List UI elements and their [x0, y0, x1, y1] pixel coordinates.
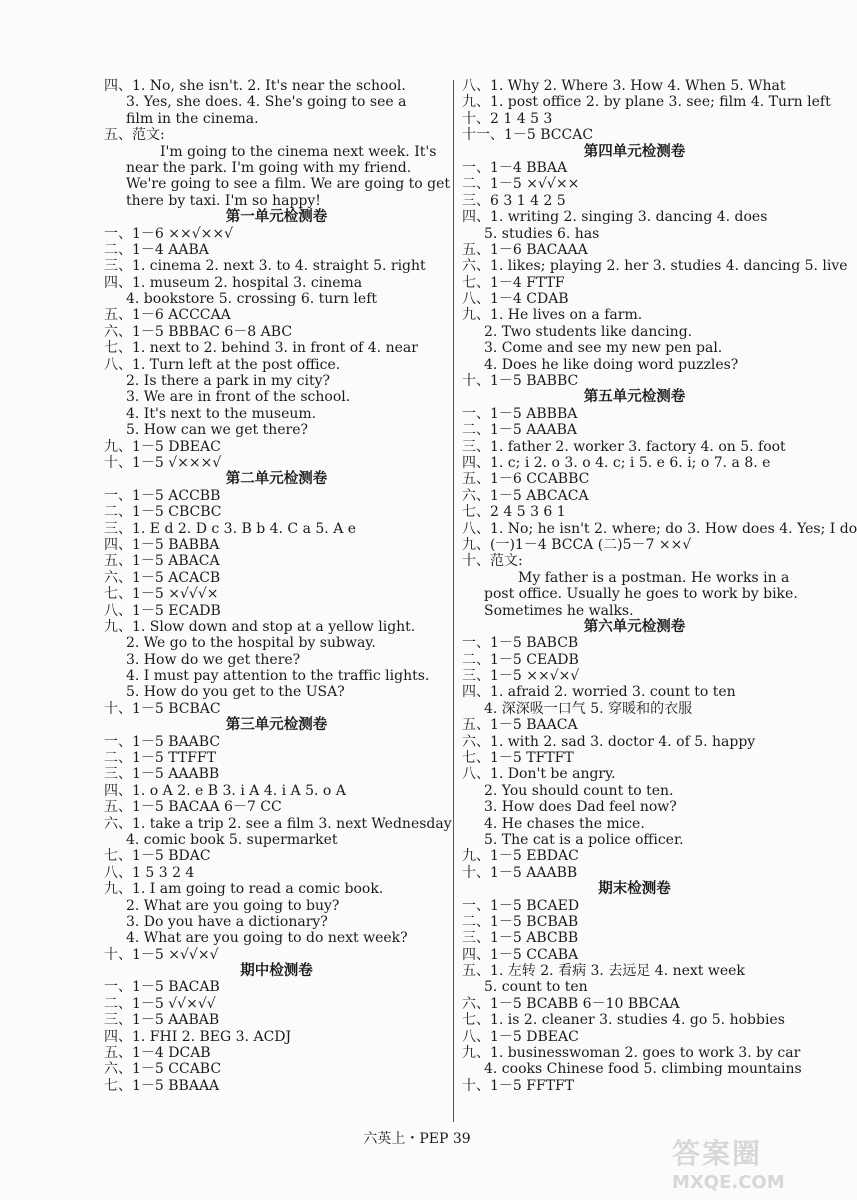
answer-line: 3. How does Dad feel now?: [484, 799, 677, 816]
column-divider: [453, 80, 454, 1122]
answer-line: We're going to see a film. We are going to get: [126, 176, 451, 193]
answer-line: 3. Yes, she does. 4. She's going to see a: [126, 94, 407, 111]
answer-line: 4. Does he like doing word puzzles?: [484, 356, 739, 373]
answer-line: 3. Do you have a dictionary?: [126, 913, 328, 930]
page-footer: 六英上・PEP 39: [363, 1131, 471, 1147]
answer-line: 七、1－5 BDAC: [104, 848, 211, 865]
answer-line: 十一、1－5 BCCAC: [462, 127, 594, 144]
answer-line: 一、1－4 BBAA: [462, 159, 568, 176]
section-heading: 期中检测卷: [240, 963, 313, 980]
answer-line: 三、1－5 ××√×√: [462, 668, 580, 685]
answer-line: 4. 深深吸一口气 5. 穿暖和的衣服: [484, 700, 693, 717]
answer-line: 三、1－5 AABAB: [104, 1012, 220, 1029]
answer-line: 一、1－5 BAABC: [104, 733, 221, 750]
answer-line: 六、1－5 BBBAC 6－8 ABC: [104, 323, 293, 340]
answer-line: 4. comic book 5. supermarket: [126, 831, 338, 848]
answer-line: 九、1. He lives on a farm.: [462, 307, 643, 324]
answer-line: 八、1－5 ECADB: [104, 602, 221, 619]
answer-line: 六、1. with 2. sad 3. doctor 4. of 5. happy: [462, 733, 756, 750]
answer-line: 五、1. 左转 2. 看病 3. 去远足 4. next week: [462, 963, 745, 980]
answer-line: 三、6 3 1 4 2 5: [462, 192, 566, 209]
watermark-url: MXQE.COM: [672, 1172, 785, 1193]
answer-line: 2. What are you going to buy?: [126, 897, 340, 914]
answer-line: 一、1－5 ACCBB: [104, 487, 221, 504]
answer-line: 六、1. take a trip 2. see a film 3. next Wednesday: [104, 815, 452, 832]
answer-line: 十、1－5 √×××√: [104, 454, 222, 471]
answer-line: 三、1－5 ABCBB: [462, 930, 579, 947]
answer-line: 三、1. father 2. worker 3. factory 4. on 5. foot: [462, 438, 786, 455]
answer-line: 五、1－5 BACAA 6－7 CC: [104, 799, 282, 816]
answer-line: 六、1－5 BCABB 6－10 BBCAA: [462, 995, 680, 1012]
answer-line: 三、1. E d 2. D c 3. B b 4. C a 5. A e: [104, 520, 357, 537]
answer-line: 十、2 1 4 5 3: [462, 110, 553, 127]
answer-line: there by taxi. I'm so happy!: [126, 192, 321, 209]
answer-line: 2. Two students like dancing.: [484, 323, 693, 340]
answer-line: 四、1－5 BABBA: [104, 536, 220, 553]
answer-line: 二、1－4 AABA: [104, 241, 209, 258]
answer-line: 六、1－5 CCABC: [104, 1061, 222, 1078]
section-heading: 第五单元检测卷: [583, 389, 686, 406]
answer-line: 五、1－5 BAACA: [462, 717, 578, 734]
answer-line: 四、1－5 CCABA: [462, 946, 579, 963]
answer-line: 一、1－5 ABBBA: [462, 405, 578, 422]
answer-line: 4. He chases the mice.: [484, 815, 645, 832]
answer-line: 二、1－5 BCBAB: [462, 913, 579, 930]
answer-line: 二、1－5 CEADB: [462, 651, 579, 668]
answer-line: 十、1－5 BABBC: [462, 373, 579, 390]
answer-line: 七、1－4 FTTF: [462, 274, 565, 291]
answer-line: film in the cinema.: [126, 110, 259, 127]
answer-line: 四、1. afraid 2. worried 3. count to ten: [462, 684, 736, 701]
section-heading: 第三单元检测卷: [225, 717, 328, 734]
section-heading: 第二单元检测卷: [225, 471, 328, 488]
answer-line: 二、1－5 √√×√√: [104, 995, 216, 1012]
answer-line: 3. We are in front of the school.: [126, 389, 351, 406]
answer-line: 十、1－5 FFTFT: [462, 1077, 575, 1094]
answer-line: 十、范文:: [462, 553, 523, 570]
answer-line: 七、1－5 TFTFT: [462, 750, 574, 767]
answer-line: 十、1－5 BCBAC: [104, 700, 221, 717]
answer-line: 八、1 5 3 2 4: [104, 864, 195, 881]
answer-line: 3. Come and see my new pen pal.: [484, 340, 723, 357]
answer-line: 四、1. c; i 2. o 3. o 4. c; i 5. e 6. i; o 7. a 8. e: [462, 454, 771, 471]
answer-line: 五、1－5 ABACA: [104, 553, 220, 570]
answer-line: 二、1－5 TTFFT: [104, 750, 216, 767]
answer-line: 六、1－5 ACACB: [104, 569, 221, 586]
answer-line: 5. How can we get there?: [126, 422, 308, 439]
answer-line: 5. The cat is a police officer.: [484, 831, 684, 848]
answer-line: near the park. I'm going with my friend.: [126, 159, 412, 176]
answer-line: 四、1. museum 2. hospital 3. cinema: [104, 274, 363, 291]
answer-line: 4. I must pay attention to the traffic lights.: [126, 668, 430, 685]
answer-line: 六、1. likes; playing 2. her 3. studies 4. dancing 5. live: [462, 258, 848, 275]
answer-line: 4. bookstore 5. crossing 6. turn left: [126, 291, 378, 308]
answer-line: 七、1. next to 2. behind 3. in front of 4. near: [104, 340, 418, 357]
answer-line: 一、1－5 BCAED: [462, 897, 580, 914]
answer-line: 七、1. is 2. cleaner 3. studies 4. go 5. hobbies: [462, 1012, 785, 1029]
answer-line: 4. cooks Chinese food 5. climbing mountains: [484, 1061, 802, 1078]
answer-line: 七、1－5 BBAAA: [104, 1077, 220, 1094]
answer-line: 四、1. o A 2. e B 3. i A 4. i A 5. o A: [104, 782, 346, 799]
answer-line: 2. We go to the hospital by subway.: [126, 635, 376, 652]
answer-line: 十、1－5 ×√√×√: [104, 946, 219, 963]
answer-line: 八、1. Don't be angry.: [462, 766, 616, 783]
answer-line: 九、1. businesswoman 2. goes to work 3. by car: [462, 1045, 801, 1062]
answer-line: 十、1－5 AAABB: [462, 864, 578, 881]
answer-line: 一、1－5 BABCB: [462, 635, 579, 652]
answer-line: 八、1. Why 2. Where 3. How 4. When 5. What: [462, 78, 786, 94]
answer-line: 三、1－5 AAABB: [104, 766, 220, 783]
answer-line: 六、1－5 ABCACA: [462, 487, 589, 504]
answer-line: 九、1. I am going to read a comic book.: [104, 881, 384, 898]
answer-line: 九、1. post office 2. by plane 3. see; film 4. Turn left: [462, 94, 831, 111]
answer-line: 五、1－4 DCAB: [104, 1045, 211, 1062]
answer-line: 5. count to ten: [484, 979, 588, 996]
answer-line: 3. How do we get there?: [126, 651, 301, 668]
answer-line: 二、1－5 CBCBC: [104, 504, 222, 521]
answer-line: 八、1－5 DBEAC: [462, 1028, 579, 1045]
answer-line: 五、1－6 CCABBC: [462, 471, 590, 488]
answer-line: 一、1－5 BACAB: [104, 979, 220, 996]
answer-line: 四、1. No, she isn't. 2. It's near the school.: [104, 78, 406, 94]
answer-line: 七、1－5 ×√√√×: [104, 586, 219, 603]
section-heading: 第四单元检测卷: [583, 143, 686, 160]
answer-line: 八、1. No; he isn't 2. where; do 3. How does 4. Yes; I do: [462, 520, 857, 537]
right-answer-column: [462, 78, 857, 1094]
answer-line: 四、1. FHI 2. BEG 3. ACDJ: [104, 1028, 292, 1045]
answer-line: 九、1－5 DBEAC: [104, 438, 221, 455]
answer-line: 三、1. cinema 2. next 3. to 4. straight 5. right: [104, 258, 426, 275]
answer-line: 4. It's next to the museum.: [126, 405, 317, 422]
answer-line: 2. You should count to ten.: [484, 782, 674, 799]
answer-line: 2. Is there a park in my city?: [126, 373, 330, 390]
answer-line: 五、范文:: [104, 127, 165, 144]
answer-line: 五、1－6 ACCCAA: [104, 307, 231, 324]
watermark-logo: [672, 1132, 822, 1192]
answer-line: 八、1. Turn left at the post office.: [104, 356, 341, 373]
section-heading: 第一单元检测卷: [225, 209, 328, 226]
answer-line: 5. How do you get to the USA?: [126, 684, 345, 701]
answer-line: 九、1. Slow down and stop at a yellow light.: [104, 618, 416, 635]
answer-line: 四、1. writing 2. singing 3. dancing 4. does: [462, 209, 768, 226]
answer-line: 5. studies 6. has: [484, 225, 600, 242]
watermark-text: 答案圈: [672, 1137, 763, 1170]
answer-line: 五、1－6 BACAAA: [462, 241, 588, 258]
answer-line: Sometimes he walks.: [484, 602, 634, 619]
answer-line: 二、1－5 ×√√××: [462, 176, 580, 193]
answer-line: 二、1－5 AAABA: [462, 422, 577, 439]
answer-line: 4. What are you going to do next week?: [126, 930, 408, 947]
answer-line: I'm going to the cinema next week. It's: [160, 143, 437, 160]
left-answer-column: [104, 78, 452, 1094]
answer-line: My father is a postman. He works in a: [518, 569, 790, 586]
section-heading: 期末检测卷: [598, 881, 671, 898]
answer-line: 七、2 4 5 3 6 1: [462, 504, 566, 521]
answer-line: 一、1－6 ××√××√: [104, 225, 234, 242]
answer-line: post office. Usually he goes to work by bike.: [484, 586, 798, 603]
answer-line: 八、1－4 CDAB: [462, 291, 569, 308]
section-heading: 第六单元检测卷: [583, 618, 686, 635]
answer-line: 九、(一)1－4 BCCA (二)5－7 ××√: [462, 536, 692, 553]
answer-line: 九、1－5 EBDAC: [462, 848, 579, 865]
